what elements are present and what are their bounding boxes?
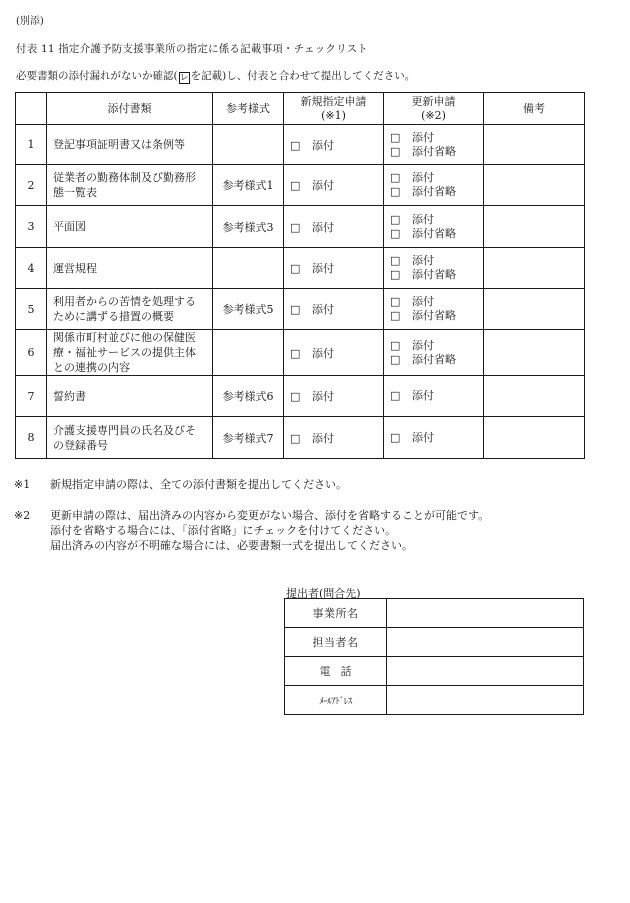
annex-label: (別添) [16,16,44,27]
renewal-option-label: 添付 [412,171,434,184]
phone-field[interactable] [387,657,584,686]
checkbox-icon[interactable]: □ [390,226,401,240]
header-new-line2: (※1) [321,108,346,122]
person-in-charge-label: 担当者名 [285,628,387,657]
note-2 [0,508,630,556]
submitter-row-person [285,628,584,657]
new-application-cell [284,417,384,459]
renewal-application-cell [384,417,484,459]
renewal-application-cell [384,376,484,417]
header-new-line1: 新規指定申請 [300,94,367,108]
submitter-table [284,598,584,715]
header-renewal-line2: (※2) [421,108,446,122]
document-name: 運営規程 [47,248,213,289]
header-no [16,93,47,125]
reference-form [213,330,284,376]
new-attach-label: 添付 [312,220,334,234]
table-row [16,248,585,289]
checkbox-icon[interactable]: □ [390,144,401,158]
office-name-field[interactable] [387,599,584,628]
row-number: 3 [16,206,47,248]
email-field[interactable] [387,686,584,715]
phone-label-text: 電話 [319,665,362,678]
renewal-option-label: 添付省略 [412,185,456,198]
renewal-omit-option[interactable] [390,185,477,199]
renewal-application-cell [384,289,484,330]
document-title: 付表 11 指定介護予防支援事業所の指定に係る記載事項・チェックリスト [16,43,369,55]
new-attach-option[interactable] [290,432,334,445]
new-attach-label: 添付 [312,390,334,403]
document-name: 利用者からの苦情を処理するために講ずる措置の概要 [47,289,213,330]
table-row [16,125,585,165]
checkbox-icon[interactable]: □ [390,254,401,267]
renewal-application-cell [384,248,484,289]
checkbox-icon[interactable]: □ [390,268,401,281]
new-application-cell [284,165,384,206]
new-application-cell [284,376,384,417]
checkbox-icon[interactable]: □ [390,309,401,322]
new-attach-label: 添付 [312,303,334,316]
new-application-cell [284,206,384,248]
header-renewal-line1: 更新申請 [411,94,456,108]
reference-form: 参考様式6 [213,376,284,417]
new-attach-label: 添付 [312,346,334,360]
table-row [16,289,585,330]
renewal-option-label: 添付省略 [412,309,456,322]
new-attach-option[interactable] [290,347,334,360]
document-name: 従業者の勤務体制及び勤務形態一覧表 [47,165,213,206]
table-row [16,376,585,417]
office-name-label: 事業所名 [285,599,387,628]
remarks-cell[interactable] [484,376,585,417]
remarks-cell[interactable] [484,165,585,206]
table-row [16,417,585,459]
instruction-text [16,68,415,84]
renewal-omit-option[interactable] [390,309,477,323]
email-label [285,686,387,715]
renewal-option-label: 添付 [412,295,434,308]
table-row [16,330,585,376]
checkbox-icon[interactable]: □ [390,130,401,144]
table-header-row [16,93,585,125]
remarks-cell[interactable] [484,125,585,165]
new-application-cell [284,330,384,376]
checkbox-icon[interactable]: □ [390,430,401,444]
renewal-option-label: 添付 [412,212,434,226]
new-attach-option[interactable] [290,179,334,192]
header-document: 添付書類 [47,93,213,125]
new-attach-option[interactable] [290,262,334,275]
reference-form: 参考様式1 [213,165,284,206]
new-application-cell [284,289,384,330]
header-renewal-application [384,93,484,125]
remarks-cell[interactable] [484,417,585,459]
renewal-attach-option[interactable] [390,213,477,227]
submitter-row-phone [285,657,584,686]
person-in-charge-field[interactable] [387,628,584,657]
phone-label [285,657,387,686]
new-attach-option[interactable] [290,221,334,234]
document-name: 登記事項証明書又は条例等 [47,125,213,165]
row-number: 5 [16,289,47,330]
renewal-application-cell [384,330,484,376]
checkbox-icon[interactable]: □ [390,212,401,226]
renewal-option-label: 添付 [412,338,434,352]
header-remarks: 備考 [484,93,585,125]
reference-form: 参考様式7 [213,417,284,459]
remarks-cell[interactable] [484,289,585,330]
new-attach-label: 添付 [312,431,334,445]
renewal-omit-option[interactable] [390,353,477,367]
renewal-attach-option[interactable] [390,431,477,445]
row-number: 2 [16,165,47,206]
renewal-option-label: 添付 [412,130,434,144]
new-attach-label: 添付 [312,179,334,192]
checkbox-icon[interactable]: □ [390,295,401,308]
reference-form [213,248,284,289]
note-1 [0,477,630,493]
renewal-option-label: 添付 [412,389,434,402]
renewal-attach-option[interactable] [390,295,477,309]
submitter-row-office [285,599,584,628]
note-2-line: 更新申請の際は、届出済みの内容から変更がない場合、添付を省略することが可能です。 [50,509,490,522]
checkbox-icon[interactable]: □ [390,338,401,352]
instruction-after: を記載)し、付表と合わせて提出してください。 [190,70,416,82]
attachment-checklist-table [15,92,585,459]
row-number: 7 [16,376,47,417]
note-2-line: 添付を省略する場合には、「添付省略」にチェックを付けてください。 [50,524,397,537]
note-1-mark: ※1 [14,478,31,491]
renewal-attach-option[interactable] [390,171,477,185]
email-label-text: ﾒｰﾙｱﾄﾞﾚｽ [319,696,352,707]
renewal-omit-option[interactable] [390,268,477,282]
renewal-option-label: 添付 [412,254,434,267]
note-1-text: 新規指定申請の際は、全ての添付書類を提出してください。 [50,478,347,491]
renewal-option-label: 添付省略 [412,268,456,281]
new-attach-option[interactable] [290,139,334,152]
table-row [16,165,585,206]
renewal-attach-option[interactable] [390,254,477,268]
checkbox-icon[interactable]: □ [390,389,401,402]
row-number: 8 [16,417,47,459]
document-name: 介護支援専門員の氏名及びその登録番号 [47,417,213,459]
reference-form: 参考様式5 [213,289,284,330]
new-attach-label: 添付 [312,138,334,152]
renewal-omit-option[interactable] [390,145,477,159]
remarks-cell[interactable] [484,248,585,289]
new-attach-label: 添付 [312,262,334,275]
renewal-option-label: 添付省略 [412,352,456,366]
document-name: 平面図 [47,206,213,248]
new-application-cell [284,248,384,289]
renewal-attach-option[interactable] [390,339,477,353]
checkbox-icon[interactable]: □ [290,138,301,152]
renewal-application-cell [384,206,484,248]
table-body [16,125,585,459]
row-number: 1 [16,125,47,165]
remarks-cell[interactable] [484,206,585,248]
document-name: 関係市町村並びに他の保健医療・福祉サービスの提供主体との連携の内容 [47,330,213,376]
header-new-application [284,93,384,125]
renewal-omit-option[interactable] [390,227,477,241]
note-2-line: 届出済みの内容が不明確な場合には、必要書類一式を提出してください。 [50,539,413,552]
note-2-mark: ※2 [14,509,31,522]
checkbox-icon[interactable]: □ [390,352,401,366]
checkbox-icon[interactable]: □ [290,179,301,192]
checkbox-icon[interactable]: □ [290,431,301,445]
renewal-option-label: 添付省略 [412,226,456,240]
renewal-option-label: 添付 [412,430,434,444]
check-mark-example: レ [179,73,189,83]
table-row [16,206,585,248]
checkbox-icon[interactable]: □ [390,185,401,198]
new-application-cell [284,125,384,165]
row-number: 6 [16,330,47,376]
remarks-cell[interactable] [484,330,585,376]
reference-form [213,125,284,165]
submitter-label: 提出者(問合先) [286,587,361,600]
renewal-application-cell [384,165,484,206]
checkbox-icon[interactable]: □ [290,346,301,360]
renewal-attach-option[interactable] [390,131,477,145]
new-attach-option[interactable] [290,303,334,316]
instruction-before: 必要書類の添付漏れがないか確認( [16,70,178,82]
note-2-body [50,508,489,553]
reference-form: 参考様式3 [213,206,284,248]
submitter-row-email [285,686,584,715]
checkbox-icon[interactable]: □ [290,220,301,234]
checkbox-icon[interactable]: □ [290,303,301,316]
new-attach-option[interactable] [290,390,334,403]
checkbox-icon[interactable]: □ [290,390,301,403]
renewal-option-label: 添付省略 [412,144,456,158]
renewal-application-cell [384,125,484,165]
checkbox-icon[interactable]: □ [390,171,401,184]
row-number: 4 [16,248,47,289]
header-reference: 参考様式 [213,93,284,125]
renewal-attach-option[interactable] [390,389,477,403]
document-name: 誓約書 [47,376,213,417]
checkbox-icon[interactable]: □ [290,262,301,275]
